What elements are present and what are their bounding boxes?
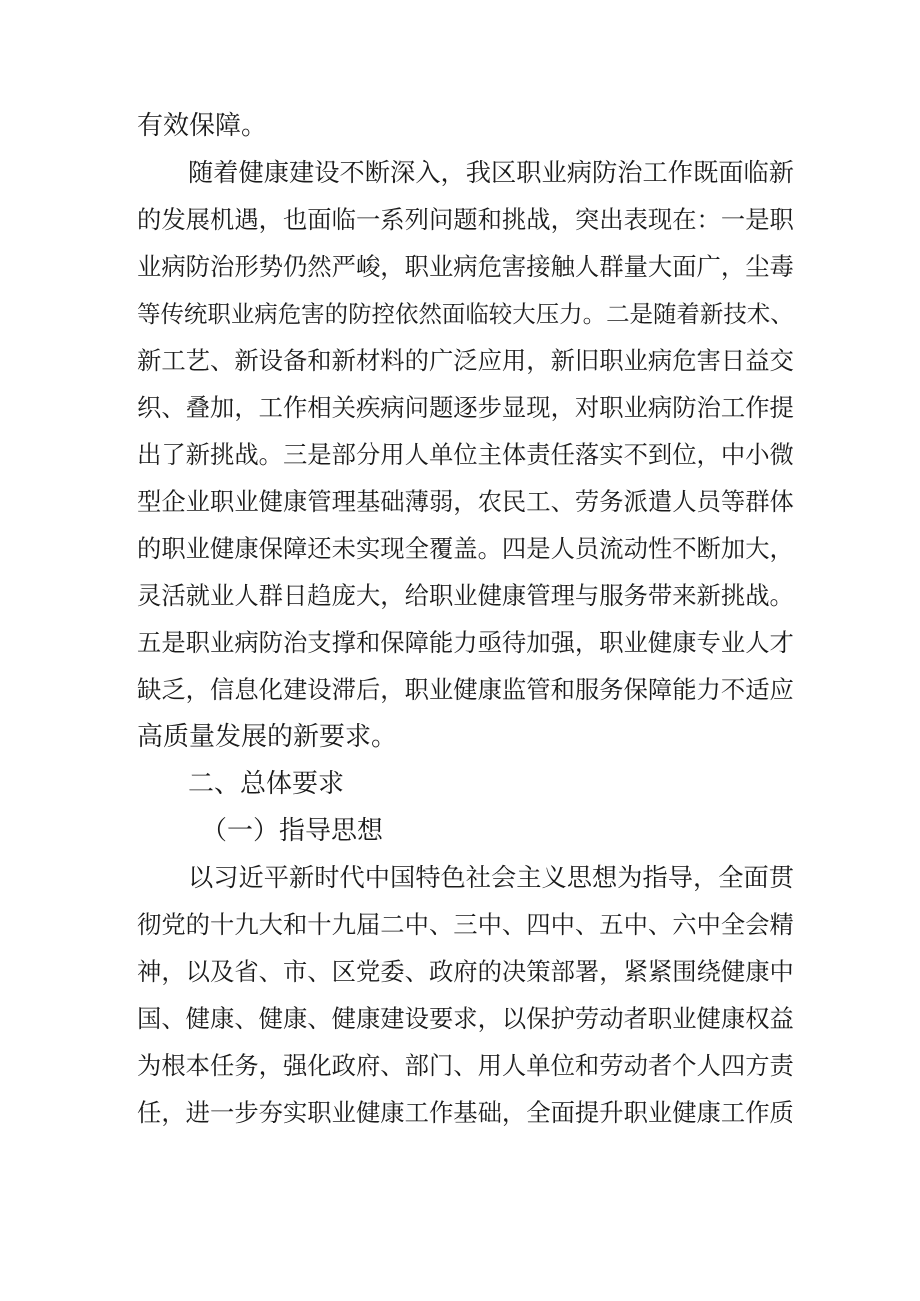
text-line-13: 缺乏，信息化建设滞后，职业健康监管和服务保障能力不适应: [137, 675, 794, 704]
text-line-7: 织、叠加，工作相关疾病问题逐步显现，对职业病防治工作提: [137, 393, 794, 422]
text-line-3: 的发展机遇，也面临一系列问题和挑战，突出表现在：一是职: [137, 205, 794, 234]
text-line-1: 有效保障。: [137, 111, 268, 141]
text-line-10: 的职业健康保障还未实现全覆盖。四是人员流动性不断加大，: [137, 534, 794, 563]
text-line-4: 业病防治形势仍然严峻，职业病危害接触人群量大面广，尘毒: [137, 252, 794, 281]
text-line-20: 国、健康、健康、健康建设要求，以保护劳动者职业健康权益: [137, 1004, 794, 1033]
text-line-19: 神，以及省、市、区党委、政府的决策部署，紧紧围绕健康中: [137, 957, 794, 986]
paragraph-start-line: 随着健康建设不断深入，我区职业病防治工作既面临新: [188, 158, 794, 187]
text-line-6: 新工艺、新设备和新材料的广泛应用，新旧职业病危害日益交: [137, 346, 794, 375]
text-line-9: 型企业职业健康管理基础薄弱，农民工、劳务派遣人员等群体: [137, 487, 794, 516]
text-line-21: 为根本任务，强化政府、部门、用人单位和劳动者个人四方责: [137, 1051, 794, 1080]
paragraph-start-line: 以习近平新时代中国特色社会主义思想为指导，全面贯: [188, 863, 794, 892]
subsection-heading: （一）指导思想: [201, 816, 384, 846]
text-line-14: 高质量发展的新要求。: [137, 722, 398, 752]
text-line-18: 彻党的十九大和十九届二中、三中、四中、五中、六中全会精: [137, 910, 794, 939]
text-line-12: 五是职业病防治支撑和保障能力亟待加强，职业健康专业人才: [137, 628, 794, 657]
text-line-5: 等传统职业病危害的防控依然面临较大压力。二是随着新技术、: [137, 300, 794, 328]
section-heading: 二、总体要求: [188, 769, 345, 799]
text-line-8: 出了新挑战。三是部分用人单位主体责任落实不到位，中小微: [137, 440, 794, 469]
text-line-22: 任，进一步夯实职业健康工作基础，全面提升职业健康工作质: [137, 1098, 794, 1127]
text-line-11: 灵活就业人群日趋庞大，给职业健康管理与服务带来新挑战。: [137, 581, 794, 610]
